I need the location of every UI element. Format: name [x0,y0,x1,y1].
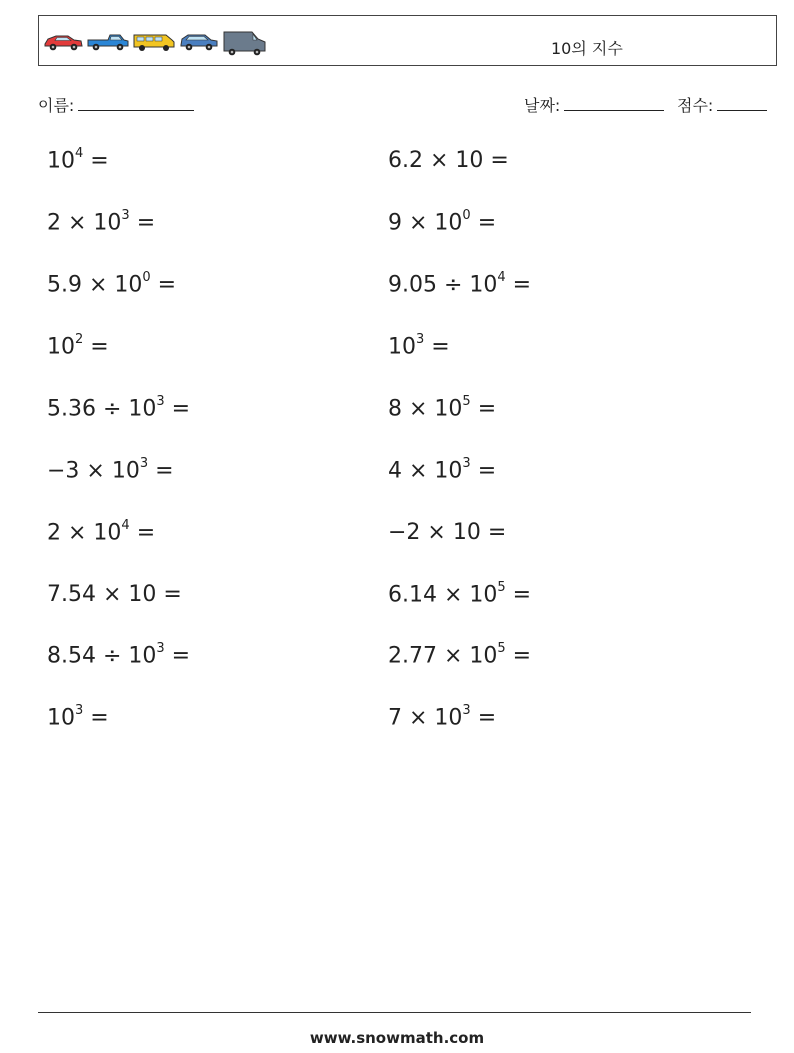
problem-left-6 [47,458,174,483]
score-label: 점수: [677,96,714,115]
problem-equals: = [505,643,532,669]
problem-equals: = [83,148,109,174]
worksheet-title: 10의 지수 [551,39,623,58]
problem-exponent: 0 [462,208,471,223]
problem-exponent: 3 [139,456,149,471]
problem-right-6 [388,458,496,483]
problem-right-5 [388,396,496,421]
problem-equals: = [129,520,156,546]
problem-base: 7 × 10 [388,705,463,731]
problem-left-9 [47,643,190,668]
score-blank[interactable] [717,96,767,111]
problem-base: 2 × 10 [47,520,122,546]
problem-base: 6.2 × 10 = [388,148,509,173]
date-blank[interactable] [564,96,664,111]
car-icons [42,30,268,56]
problem-exponent: 4 [121,518,130,533]
problem-right-10 [388,705,496,730]
problem-equals: = [148,458,174,484]
problem-exponent: 5 [497,580,506,595]
problem-left-8 [47,582,182,607]
problem-left-3 [47,272,176,297]
problem-base: 6.14 × 10 [388,582,498,608]
problem-equals: = [470,210,497,236]
problem-equals: = [164,643,191,669]
problem-base: 7.54 × 10 = [47,582,182,607]
problem-base: 9.05 ÷ 10 [388,272,498,298]
problem-base: 9 × 10 [388,210,463,236]
problem-base: 2 × 10 [47,210,122,236]
problem-base: −2 × 10 = [388,520,507,545]
problem-left-10 [47,705,109,730]
problem-equals: = [505,582,532,608]
problem-right-4 [388,334,450,359]
blue-suv-icon [178,30,220,52]
problem-equals: = [164,396,191,422]
problem-exponent: 3 [462,703,471,718]
problem-base: 4 × 10 [388,458,463,484]
problem-left-7 [47,520,155,545]
problem-right-2 [388,210,496,235]
problem-base: 10 [47,334,75,360]
name-blank[interactable] [78,96,194,111]
problem-base: −3 × 10 [47,458,140,484]
problem-exponent: 3 [156,394,165,409]
problem-exponent: 5 [462,394,471,409]
problem-exponent: 3 [121,208,130,223]
problem-exponent: 0 [142,270,151,285]
problem-equals: = [470,396,497,422]
problem-base: 8 × 10 [388,396,463,422]
problem-equals: = [470,458,497,484]
gray-van-icon [222,30,268,56]
problem-left-1 [47,148,109,173]
problem-base: 10 [47,148,75,174]
problem-base: 8.54 ÷ 10 [47,643,157,669]
problem-exponent: 3 [75,703,84,718]
problem-left-4 [47,334,109,359]
problem-right-9 [388,643,531,668]
yellow-van-icon [132,30,176,52]
problem-base: 10 [388,334,416,360]
problem-right-3 [388,272,531,297]
problem-equals: = [150,272,177,298]
worksheet-header [38,15,777,66]
problem-base: 5.9 × 10 [47,272,143,298]
problem-right-8 [388,582,531,607]
problem-exponent: 4 [75,146,84,161]
red-car-icon [42,30,84,52]
problem-equals: = [470,705,497,731]
problem-base: 2.77 × 10 [388,643,498,669]
date-field [524,93,664,116]
footer-url: www.snowmath.com [309,1029,485,1047]
date-label: 날짜: [524,96,561,115]
name-label: 이름: [38,96,75,115]
problem-right-1 [388,148,509,173]
score-field [677,93,767,116]
problem-equals: = [424,334,450,360]
problem-base: 10 [47,705,75,731]
problem-left-2 [47,210,155,235]
problem-exponent: 5 [497,641,506,656]
problem-exponent: 3 [462,456,471,471]
problem-right-7 [388,520,506,545]
problem-exponent: 3 [416,332,425,347]
problem-exponent: 3 [156,641,165,656]
problem-exponent: 2 [75,332,84,347]
problem-left-5 [47,396,190,421]
blue-pickup-icon [86,30,130,52]
problem-equals: = [505,272,532,298]
problem-equals: = [129,210,156,236]
footer-divider [38,1012,751,1013]
problem-equals: = [83,705,109,731]
problem-equals: = [83,334,109,360]
name-field [38,93,194,116]
problem-base: 5.36 ÷ 10 [47,396,157,422]
problem-exponent: 4 [497,270,506,285]
